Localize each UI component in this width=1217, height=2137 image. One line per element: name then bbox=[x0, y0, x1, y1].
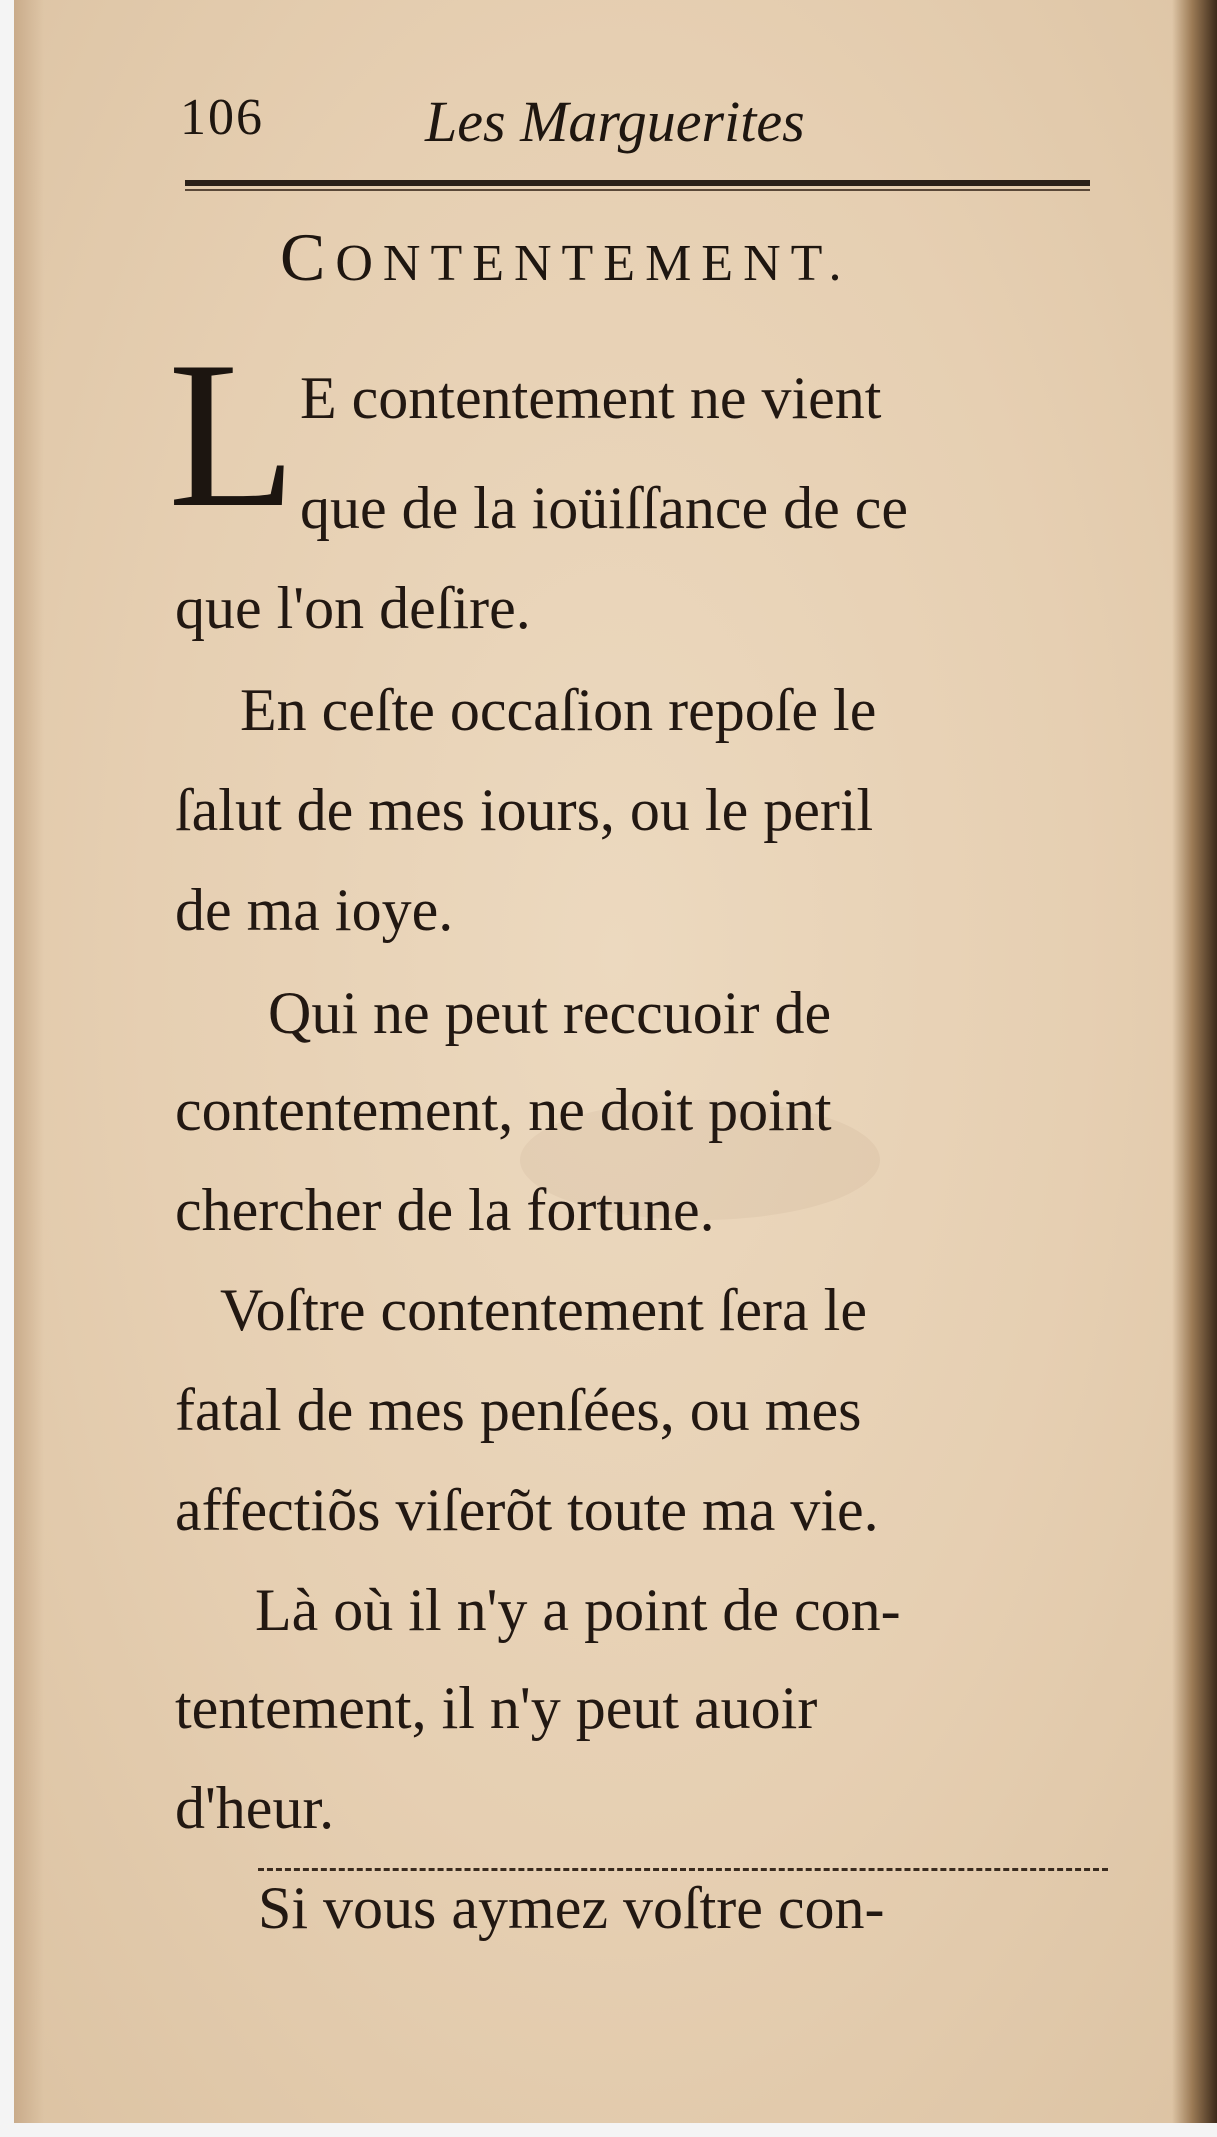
text-line: d'heur. bbox=[175, 1775, 335, 1841]
text-line: que de la ioüiſſance de ce bbox=[300, 475, 909, 541]
text-line: Là où il n'y a point de con- bbox=[255, 1577, 901, 1643]
heading-capital: C bbox=[280, 219, 336, 295]
text-line: tentement, il n'y peut auoir bbox=[175, 1675, 818, 1741]
page-left-shadow bbox=[14, 0, 44, 2123]
page-number: 106 bbox=[180, 89, 264, 146]
running-title: Les Marguerites bbox=[425, 89, 805, 154]
text-line: affectiõs viſerõt toute ma vie. bbox=[175, 1477, 879, 1543]
text-line: contentement, ne doit point bbox=[175, 1077, 832, 1143]
header-rule bbox=[185, 180, 1090, 191]
text-line: que l'on deſire. bbox=[175, 575, 531, 641]
text-line: Qui ne peut reccuoir de bbox=[268, 980, 832, 1046]
text-line: fatal de mes penſées, ou mes bbox=[175, 1377, 862, 1443]
scan-border bbox=[0, 2123, 1217, 2137]
heading-rest: ONTENTEMENT. bbox=[335, 235, 852, 292]
text-line: Si vous aymez voſtre con- bbox=[258, 1875, 885, 1941]
catchword-underline bbox=[258, 1868, 1108, 1871]
text-line: ſalut de mes iours, ou le peril bbox=[175, 777, 874, 843]
text-line: chercher de la fortune. bbox=[175, 1177, 715, 1243]
book-gutter-shadow bbox=[1172, 0, 1217, 2137]
text-line: de ma ioye. bbox=[175, 877, 454, 943]
section-heading bbox=[280, 218, 852, 297]
drop-cap: L bbox=[168, 319, 297, 551]
text-line: En ceſte occaſion repoſe le bbox=[240, 677, 877, 743]
text-line: E contentement ne vient bbox=[300, 365, 882, 431]
text-line: Voſtre contentement ſera le bbox=[220, 1277, 867, 1343]
